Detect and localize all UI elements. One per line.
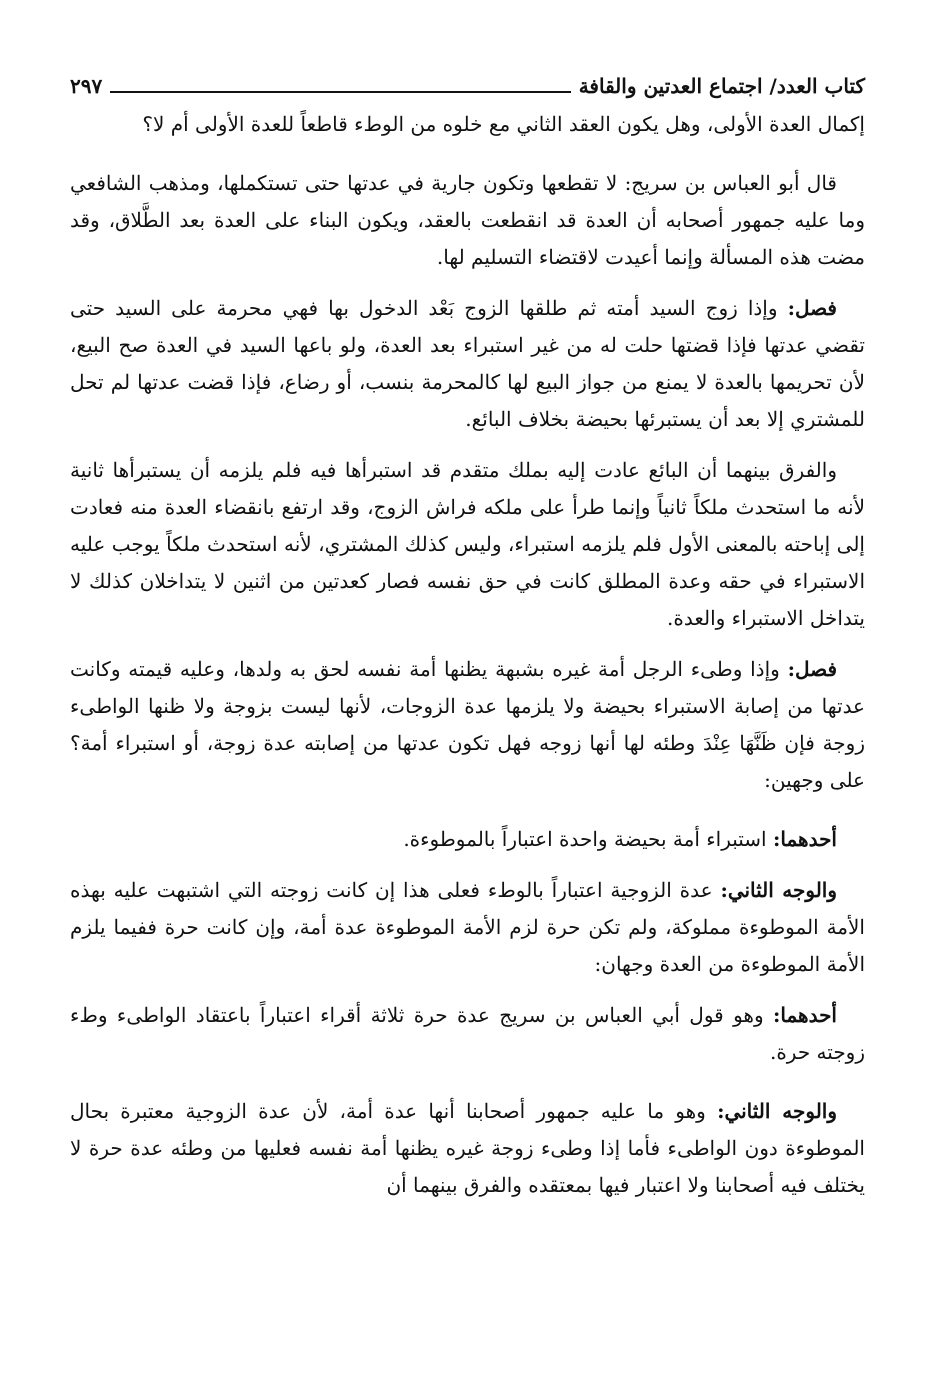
paragraph-text: استبراء أمة بحيضة واحدة اعتباراً بالموطوءة. <box>403 827 767 851</box>
section-lead: والوجه الثاني: <box>717 1099 838 1123</box>
paragraph-text: قال أبو العباس بن سريج: لا تقطعها وتكون جارية في عدتها حتى تستكملها، ومذهب الشافعي وما عليه جمهور أصحابه أن العدة قد انقطعت بالعقد، ويكون البناء على العدة بعد الطَّلاق، وقد مضت هذه المسألة وإنما أعيدت لاقتضاء التسليم لها. <box>70 171 865 269</box>
paragraph-8 <box>70 997 865 1071</box>
paragraph-1 <box>70 106 865 143</box>
section-lead: فصل: <box>787 296 837 320</box>
section-lead: والوجه الثاني: <box>720 878 838 902</box>
paragraph-7 <box>70 872 865 983</box>
header-rule <box>110 91 570 93</box>
section-lead: أحدهما: <box>772 827 837 851</box>
paragraph-2 <box>70 165 865 276</box>
paragraph-text: والفرق بينهما أن البائع عادت إليه بملك متقدم قد استبرأها فيه فلم يلزمه أن يستبرأها ثانية لأنه ما استحدث ملكاً ثانياً وإنما طرأ على ملكه فراش الزوج، وقد ارتفع بانقضاء العدة منه فعادت إلى إباحته بالمعنى الأول فلم يلزمه استبراء، وليس كذلك المشتري، لأنه استحدث ملكاً يوجب عليه الاستبراء في حقه وعدة المطلق كانت في حق نفسه فصار كعدتين من اثنين لا يتداخلان كذلك لا يتداخل الاستبراء والعدة. <box>70 458 865 630</box>
book-page <box>70 66 865 1218</box>
section-lead: فصل: <box>787 657 838 681</box>
paragraph-text: وإذا وطىء الرجل أمة غيره بشبهة يظنها أمة نفسه لحق به ولدها، وعليه قيمته وكانت عدتها من إصابة الاستبراء بحيضة ولا يلزمها عدة الزوجات، لأنها ليست بزوجة ولا ظنها الواطىء زوجة فإن ظَنَّهَا عِنْدَ وطئه لها أنها زوجه فهل تكون عدتها من إصابته عدة زوجة، أو استبراء أمة؟ على وجهين: <box>70 657 865 792</box>
paragraph-text: وهو ما عليه جمهور أصحابنا أنها عدة أمة، لأن عدة الزوجية معتبرة بحال الموطوءة دون الواطىء فأما إذا وطىء زوجة غيره يظنها أمة نفسه فعليها من وطئه عدة حرة لا يختلف فيه أصحابنا ولا اعتبار فيها بمعتقده والفرق بينهما أن <box>70 1099 865 1197</box>
paragraph-text: عدة الزوجية اعتباراً بالوطء فعلى هذا إن كانت زوجته التي اشتبهت عليه بهذه الأمة الموطوءة مملوكة، ولم تكن حرة لزم الأمة الموطوءة عدة أمة، وإن كانت حرة ففيما يلزم الأمة الموطوءة من العدة وجهان: <box>70 878 865 976</box>
page-body <box>70 106 865 1204</box>
paragraph-5 <box>70 651 865 799</box>
paragraph-4 <box>70 452 865 637</box>
running-header <box>70 66 865 100</box>
paragraph-9 <box>70 1093 865 1204</box>
section-lead: أحدهما: <box>772 1003 837 1027</box>
page-number: ٢٩٧ <box>70 74 103 98</box>
paragraph-text: وإذا زوج السيد أمته ثم طلقها الزوج بَعْد الدخول بها فهي محرمة على السيد حتى تقضي عدتها فإذا قضتها حلت له من غير استبراء بعد العدة، ولو باعها السيد في العدة صح البيع، لأن تحريمها بالعدة لا يمنع من جواز البيع لها كالمحرمة بنسب، أو رضاع، فإذا قضت عدتها لم تحل للمشتري إلا بعد أن يستبرئها بحيضة بخلاف البائع. <box>70 296 865 431</box>
paragraph-text: وهو قول أبي العباس بن سريج عدة حرة ثلاثة أقراء اعتباراً باعتقاد الواطىء وطء زوجته حرة. <box>70 1003 865 1064</box>
paragraph-3 <box>70 290 865 438</box>
paragraph-text: إكمال العدة الأولى، وهل يكون العقد الثاني مع خلوه من الوطء قاطعاً للعدة الأولى أم لا؟ <box>142 112 865 136</box>
chapter-title: كتاب العدد/ اجتماع العدتين والقافة <box>578 74 865 98</box>
paragraph-6 <box>70 821 865 858</box>
